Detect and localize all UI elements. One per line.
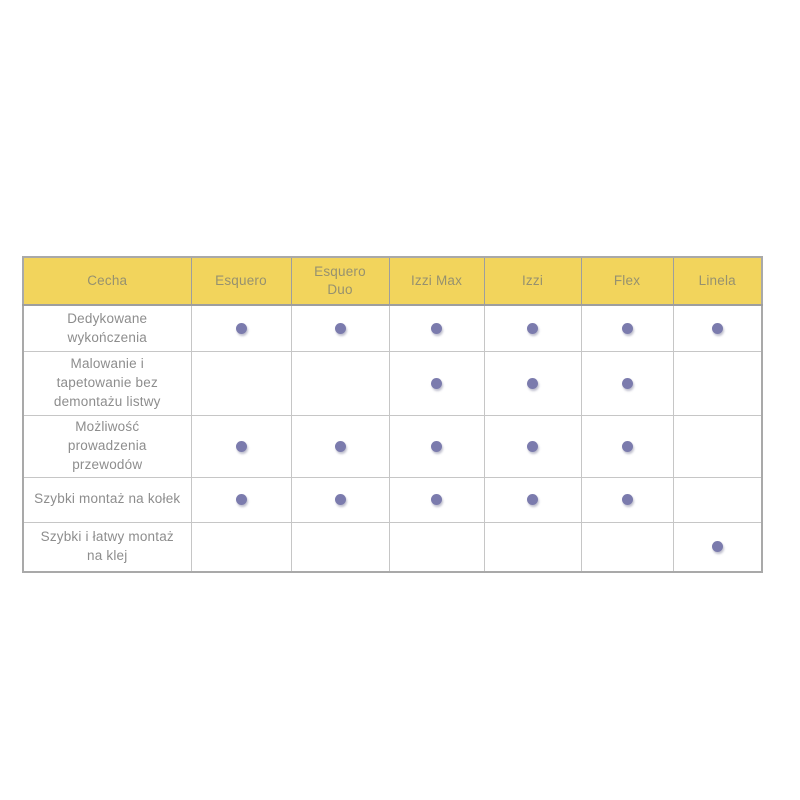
dot-icon	[527, 494, 538, 505]
dot-icon	[431, 378, 442, 389]
feature-mark-cell	[581, 522, 673, 572]
feature-mark-cell	[581, 352, 673, 416]
feature-mark-cell	[389, 352, 484, 416]
table-row	[23, 416, 762, 478]
dot-icon	[622, 378, 633, 389]
table-row	[23, 477, 762, 522]
feature-mark-cell	[673, 352, 762, 416]
feature-mark-cell	[191, 352, 291, 416]
column-header-esquero: Esquero	[191, 257, 291, 305]
feature-mark-cell	[484, 477, 581, 522]
feature-mark-cell	[389, 305, 484, 352]
dot-icon	[622, 441, 633, 452]
feature-mark-cell	[673, 416, 762, 478]
feature-mark-cell	[484, 416, 581, 478]
column-header-flex: Flex	[581, 257, 673, 305]
feature-label: Malowanie i tapetowanie bez demontażu listwy	[23, 352, 191, 416]
feature-mark-cell	[484, 305, 581, 352]
feature-mark-cell	[191, 477, 291, 522]
feature-comparison-table	[22, 256, 763, 573]
feature-mark-cell	[291, 416, 389, 478]
feature-mark-cell	[389, 522, 484, 572]
feature-label: Możliwość prowadzenia przewodów	[23, 416, 191, 478]
dot-icon	[431, 494, 442, 505]
dot-icon	[431, 441, 442, 452]
dot-icon	[527, 441, 538, 452]
dot-icon	[335, 441, 346, 452]
dot-icon	[712, 541, 723, 552]
feature-mark-cell	[484, 352, 581, 416]
feature-mark-cell	[191, 522, 291, 572]
dot-icon	[622, 494, 633, 505]
feature-mark-cell	[291, 352, 389, 416]
feature-mark-cell	[291, 305, 389, 352]
table-header-row	[23, 257, 762, 305]
feature-label: Dedykowane wykończenia	[23, 305, 191, 352]
table-row	[23, 352, 762, 416]
table-body	[23, 305, 762, 572]
feature-mark-cell	[191, 416, 291, 478]
dot-icon	[431, 323, 442, 334]
column-header-cecha: Cecha	[23, 257, 191, 305]
feature-mark-cell	[389, 477, 484, 522]
feature-mark-cell	[484, 522, 581, 572]
feature-label: Szybki montaż na kołek	[23, 477, 191, 522]
feature-mark-cell	[581, 416, 673, 478]
feature-label: Szybki i łatwy montaż na klej	[23, 522, 191, 572]
column-header-izzi: Izzi	[484, 257, 581, 305]
column-header-linela: Linela	[673, 257, 762, 305]
dot-icon	[622, 323, 633, 334]
column-header-esquero-duo: Esquero Duo	[291, 257, 389, 305]
dot-icon	[712, 323, 723, 334]
feature-mark-cell	[291, 477, 389, 522]
feature-mark-cell	[673, 305, 762, 352]
dot-icon	[335, 494, 346, 505]
column-header-izzi-max: Izzi Max	[389, 257, 484, 305]
table-row	[23, 522, 762, 572]
feature-mark-cell	[673, 522, 762, 572]
dot-icon	[335, 323, 346, 334]
dot-icon	[236, 441, 247, 452]
feature-mark-cell	[389, 416, 484, 478]
feature-mark-cell	[673, 477, 762, 522]
feature-mark-cell	[581, 477, 673, 522]
feature-mark-cell	[581, 305, 673, 352]
feature-mark-cell	[291, 522, 389, 572]
feature-mark-cell	[191, 305, 291, 352]
dot-icon	[527, 323, 538, 334]
dot-icon	[236, 494, 247, 505]
table-row	[23, 305, 762, 352]
dot-icon	[236, 323, 247, 334]
dot-icon	[527, 378, 538, 389]
